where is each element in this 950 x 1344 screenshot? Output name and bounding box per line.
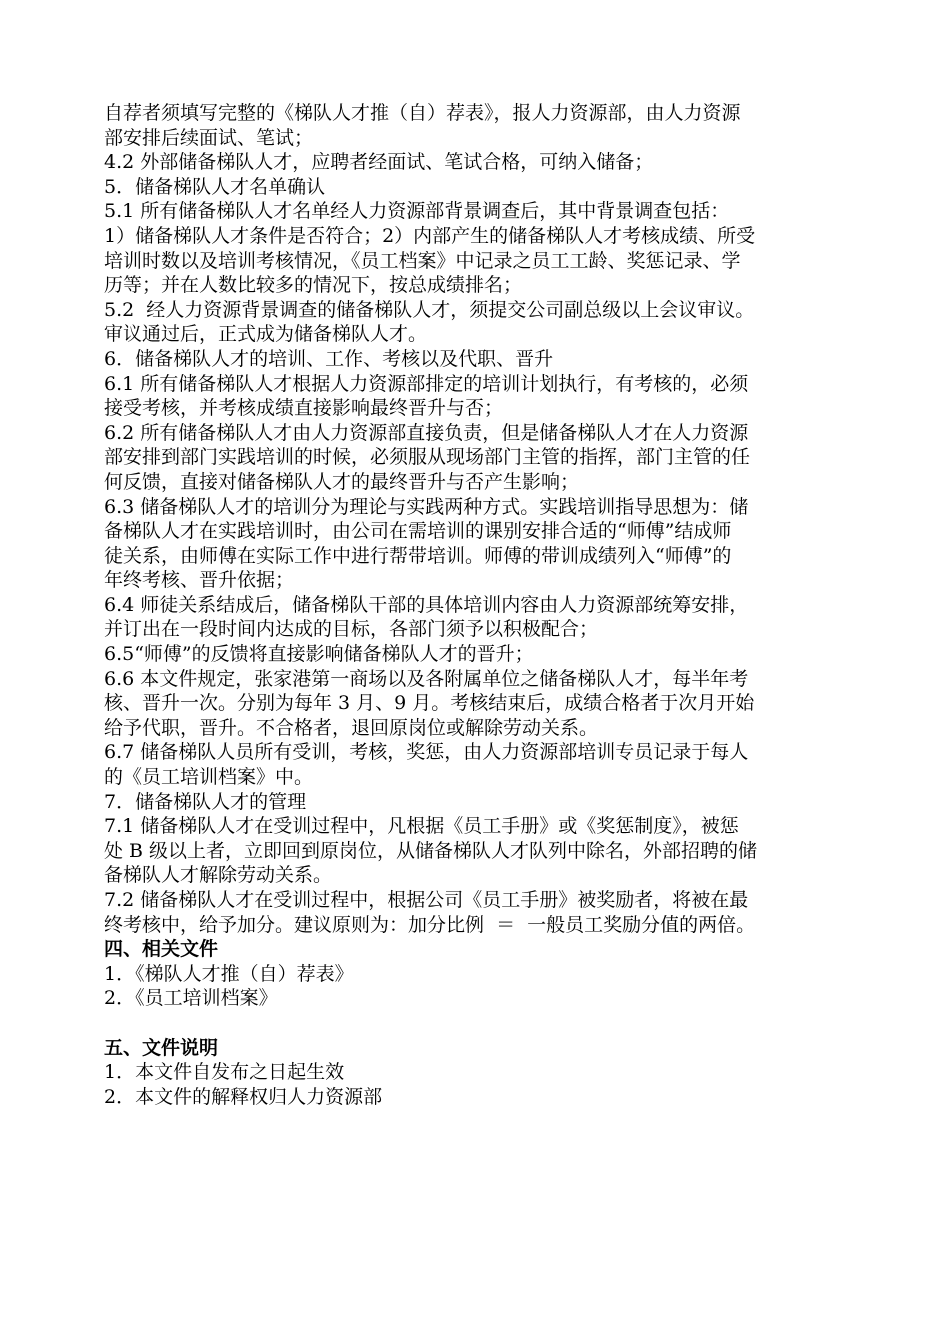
body-line: 历等；并在人数比较多的情况下，按总成绩排名； [104, 274, 523, 297]
related-file-item: 1．《梯队人才推（自）荐表》 [104, 962, 354, 985]
body-line: 自荐者须填写完整的《梯队人才推（自）荐表》，报人力资源部，由人力资源 [104, 102, 741, 124]
body-line: 终考核中，给予加分。建议原则为：加分比例 ＝ 一般员工奖励分值的两倍。 [104, 913, 756, 936]
body-line: 6．储备梯队人才的培训、工作、考核以及代职、晋升 [104, 347, 554, 370]
body-line: 徒关系，由师傅在实际工作中进行帮带培训。师傅的带训成绩列入“师傅”的 [104, 544, 732, 567]
body-line: 并订出在一段时间内达成的目标，各部门须予以积极配合； [104, 618, 599, 641]
body-line: 7．储备梯队人才的管理 [104, 790, 307, 813]
body-line: 何反馈，直接对储备梯队人才的最终晋升与否产生影响； [104, 470, 580, 493]
body-line: 接受考核，并考核成绩直接影响最终晋升与否； [104, 397, 504, 420]
body-line: 5.2 经人力资源背景调查的储备梯队人才，须提交公司副总级以上会议审议。 [104, 298, 755, 321]
body-line: 年终考核、晋升依据； [104, 569, 295, 592]
body-line: 6.1 所有储备梯队人才根据人力资源部排定的培训计划执行，有考核的，必须 [104, 372, 749, 395]
body-line: 6.5“师傅”的反馈将直接影响储备梯队人才的晋升； [104, 643, 534, 666]
body-line: 7.2 储备梯队人才在受训过程中，根据公司《员工手册》被奖励者，将被在最 [104, 889, 749, 911]
body-line: 部安排到部门实践培训的时候，必须服从现场部门主管的指挥，部门主管的任 [104, 446, 751, 469]
body-line: 6.4 师徒关系结成后，储备梯队干部的具体培训内容由人力资源部统筹安排， [104, 593, 749, 616]
file-note-item: 2．本文件的解释权归人力资源部 [104, 1085, 383, 1108]
spacer [104, 1011, 864, 1036]
body-line: 5．储备梯队人才名单确认 [104, 175, 326, 198]
body-line: 核、晋升一次。分别为每年 3 月、9 月。考核结束后，成绩合格者于次月开始 [104, 692, 755, 715]
body-line: 培训时数以及培训考核情况，《员工档案》中记录之员工工龄、奖惩记录、学 [104, 249, 741, 272]
body-line: 4.2 外部储备梯队人才，应聘者经面试、笔试合格，可纳入储备； [104, 151, 654, 174]
body-line: 5.1 所有储备梯队人才名单经人力资源部背景调查后，其中背景调查包括： [104, 200, 730, 223]
file-note-item: 1．本文件自发布之日起生效 [104, 1061, 345, 1084]
body-line: 给予代职，晋升。不合格者，退回原岗位或解除劳动关系。 [104, 716, 599, 739]
body-line: 6.2 所有储备梯队人才由人力资源部直接负责，但是储备梯队人才在人力资源 [104, 421, 749, 444]
body-line: 备梯队人才解除劳动关系。 [104, 864, 333, 887]
body-line: 处 B 级以上者，立即回到原岗位，从储备梯队人才队列中除名，外部招聘的储 [104, 839, 758, 862]
body-line: 6.3 储备梯队人才的培训分为理论与实践两种方式。实践培训指导思想为：储 [104, 495, 749, 518]
body-line: 6.6 本文件规定，张家港第一商场以及各附属单位之储备梯队人才，每半年考 [104, 667, 749, 690]
body-line: 6.7 储备梯队人员所有受训，考核，奖惩，由人力资源部培训专员记录于每人 [104, 741, 749, 764]
document-page [104, 101, 864, 1109]
section-heading-file-notes: 五、文件说明 [104, 1036, 219, 1059]
body-line: 审议通过后，正式成为储备梯队人才。 [104, 323, 428, 346]
body-text [104, 101, 864, 937]
body-line: 部安排后续面试、笔试； [104, 126, 314, 149]
body-line: 备梯队人才在实践培训时，由公司在需培训的课别安排合适的“师傅”结成师 [104, 520, 732, 543]
related-file-item: 2．《员工培训档案》 [104, 987, 278, 1010]
body-line: 7.1 储备梯队人才在受训过程中，凡根据《员工手册》或《奖惩制度》，被惩 [104, 815, 739, 838]
body-line: 的《员工培训档案》中。 [104, 766, 314, 789]
body-line: 1）储备梯队人才条件是否符合；2）内部产生的储备梯队人才考核成绩、所受 [104, 224, 756, 247]
section-heading-related-files: 四、相关文件 [104, 938, 219, 961]
